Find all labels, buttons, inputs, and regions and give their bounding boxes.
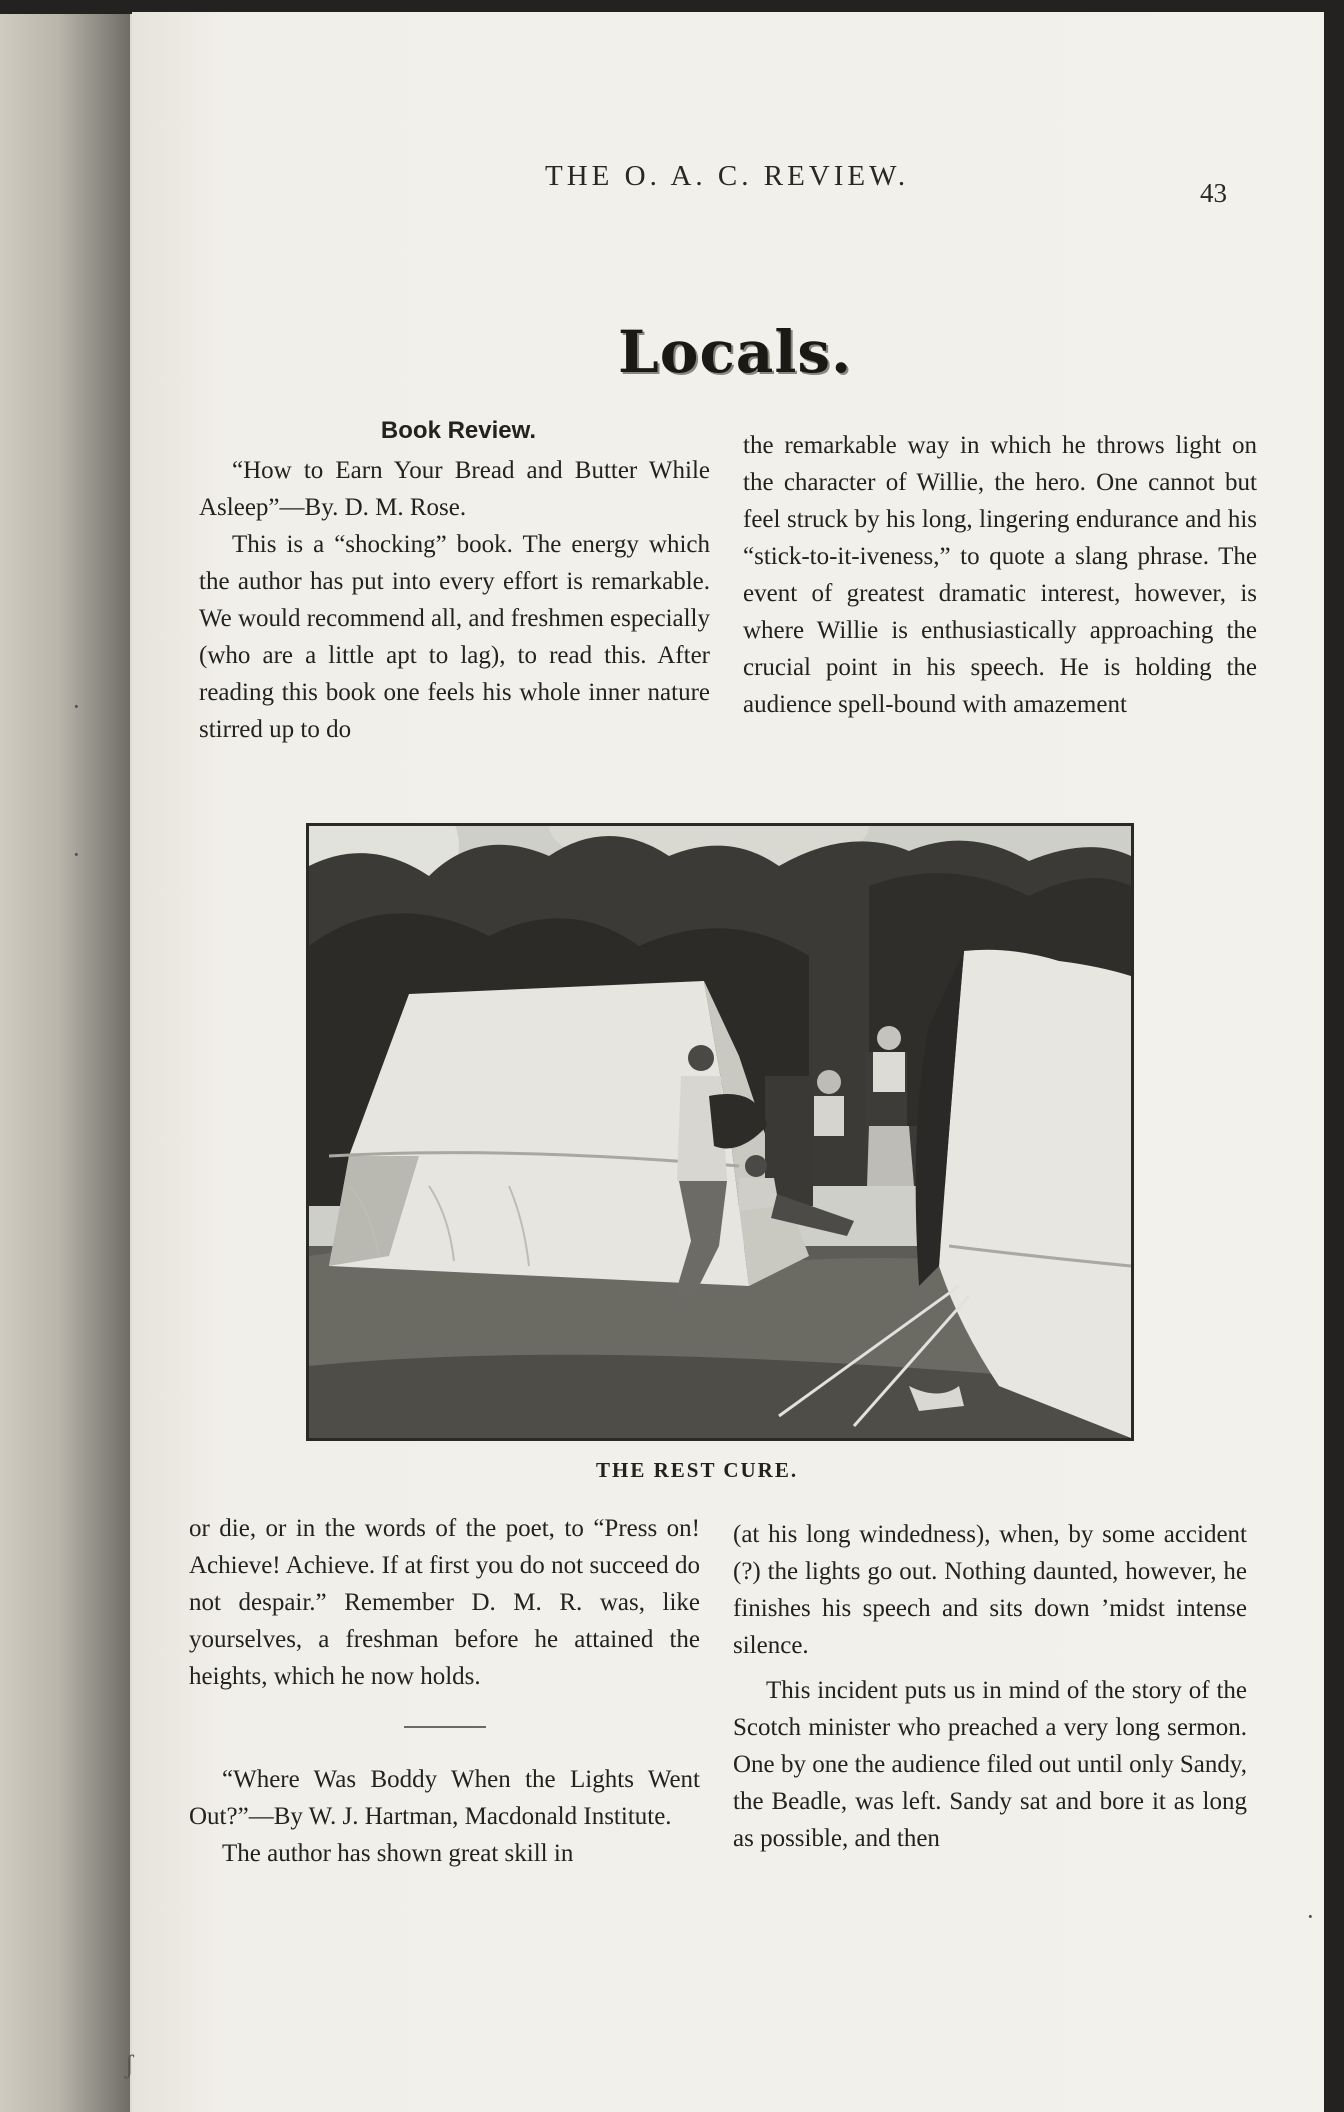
photo-rest-cure	[306, 823, 1134, 1441]
review-ending-paragraph: or die, or in the words of the poet, to “Press on! Achieve! Achieve. If at first you do not succeed do not despair.” Remember D. M. R. was, like yourselves, a freshman before he attained the heights, which he now holds.	[189, 1515, 700, 1690]
page-number: 43	[1200, 178, 1227, 208]
second-review-title: “Where Was Boddy When the Lights Went Out?”—By W. J. Hartman, Macdonald Institute.	[189, 1766, 700, 1830]
review-continued-paragraph: the remarkable way in which he throws light on the character of Willie, the hero. One cannot but feel struck by his long, lingering endurance and his “stick-to-it-iveness,” to quote a slang phrase. The event of greatest dramatic interest, however, is where Willie is enthusiastically approaching the crucial point in his speech. He is holding the audience spell-bound with amazement	[743, 432, 1257, 718]
section-title: Locals.	[618, 318, 853, 386]
scotch-minister-paragraph: This incident puts us in mind of the story of the Scotch minister who preached a very long sermon. One by one the audience filed out until only Sandy, the Beadle, was left. Sandy sat and bore it as long as possible, and then	[733, 1677, 1247, 1852]
running-head: THE O. A. C. REVIEW.	[545, 160, 910, 192]
book-review-heading: Book Review.	[380, 417, 537, 444]
margin-mark: ·	[1306, 1902, 1315, 1931]
book-spine-shadow	[0, 0, 130, 2112]
scan-edge-right	[1322, 0, 1344, 2112]
review-title-paragraph: “How to Earn Your Bread and Butter While Asleep”—By. D. M. Rose.	[199, 457, 710, 521]
section-divider	[404, 1726, 486, 1728]
margin-mark: ·	[72, 692, 81, 721]
column-left-top	[199, 412, 710, 748]
column-right-bottom	[733, 1516, 1247, 1857]
second-review-continued: (at his long windedness), when, by some accident (?) the lights go out. Nothing daunted, however, he finishes his speech and sits down ’midst intense silence.	[733, 1521, 1247, 1659]
column-right-top	[743, 427, 1257, 723]
tent-camp-photo	[309, 826, 1131, 1438]
margin-mark: ʃ	[125, 2050, 134, 2079]
margin-mark: ·	[72, 840, 81, 869]
photo-caption: THE REST CURE.	[596, 1458, 799, 1482]
review-body-paragraph: This is a “shocking” book. The energy which the author has put into every effort is remarkable. We would recommend all, and freshmen especially (who are a little apt to lag), to read this. After reading this book one feels his whole inner nature stirred up to do	[199, 531, 710, 743]
column-left-bottom	[189, 1510, 700, 1872]
second-review-start: The author has shown great skill in	[222, 1840, 574, 1867]
